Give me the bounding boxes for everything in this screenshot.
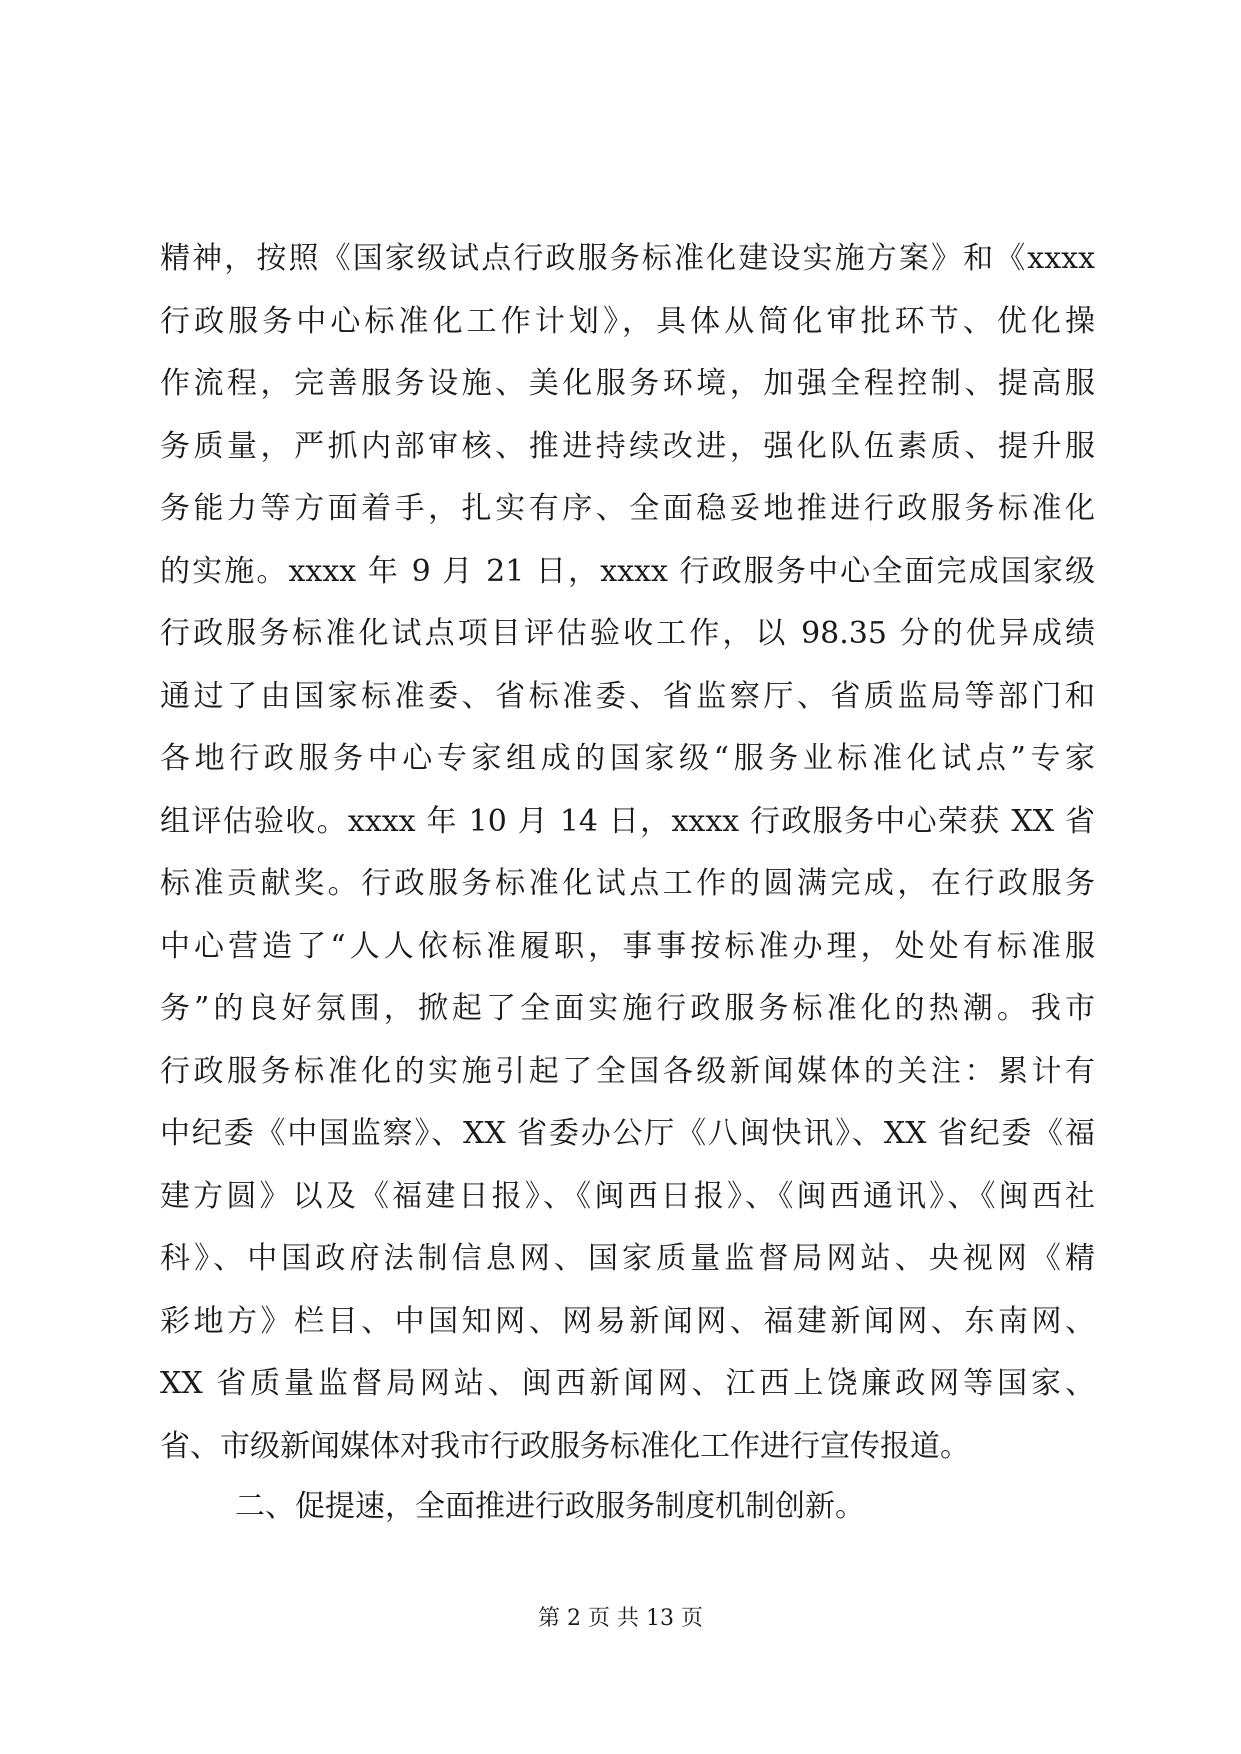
- paragraph-line: 科》、中国政府法制信息网、国家质量监督局网站、央视网《精: [160, 1241, 1095, 1276]
- paragraph-line: 彩地方》栏目、中国知网、网易新闻网、福建新闻网、东南网、: [160, 1303, 1095, 1339]
- paragraph-line: 组评估验收。xxxx 年 10 月 14 日，xxxx 行政服务中心荣获 XX 省: [160, 803, 1095, 839]
- paragraph-line: XX 省质量监督局网站、闽西新闻网、江西上饶廉政网等国家、: [160, 1366, 1095, 1401]
- paragraph-line: 行政服务标准化试点项目评估验收工作，以 98.35 分的优异成绩: [160, 616, 1095, 651]
- paragraph-line: 标准贡献奖。行政服务标准化试点工作的圆满完成，在行政服务: [160, 866, 1095, 901]
- paragraph-line: 务质量，严抓内部审核、推进持续改进，强化队伍素质、提升服: [160, 428, 1095, 464]
- paragraph-line: 行政服务中心标准化工作计划》，具体从简化审批环节、优化操: [160, 303, 1095, 339]
- paragraph-line: 通过了由国家标准委、省标准委、省监察厅、省质监局等部门和: [160, 678, 1095, 714]
- paragraph-line: 省、市级新闻媒体对我市行政服务标准化工作进行宣传报道。: [160, 1428, 970, 1464]
- paragraph-line: 中心营造了“人人依标准履职，事事按标准办理，处处有标准服: [160, 928, 1095, 964]
- paragraph-line: 建方圆》以及《福建日报》、《闽西日报》、《闽西通讯》、《闽西社: [160, 1178, 1095, 1214]
- paragraph-line: 中纪委《中国监察》、XX 省委办公厅《八闽快讯》、XX 省纪委《福: [160, 1116, 1095, 1151]
- paragraph-line: 各地行政服务中心专家组成的国家级“服务业标准化试点”专家: [160, 741, 1095, 776]
- paragraph-line: 务能力等方面着手，扎实有序、全面稳妥地推进行政服务标准化: [160, 491, 1095, 526]
- paragraph-line: 务”的良好氛围，掀起了全面实施行政服务标准化的热潮。我市: [160, 991, 1095, 1026]
- section-heading: 二、促提速，全面推进行政服务制度机制创新。: [235, 1489, 865, 1524]
- paragraph-line: 行政服务标准化的实施引起了全国各级新闻媒体的关注：累计有: [160, 1053, 1095, 1089]
- paragraph-line: 作流程，完善服务设施、美化服务环境，加强全程控制、提高服: [160, 366, 1095, 401]
- paragraph-line: 精神，按照《国家级试点行政服务标准化建设实施方案》和《xxxx: [160, 241, 1095, 276]
- paragraph-line: 的实施。xxxx 年 9 月 21 日，xxxx 行政服务中心全面完成国家级: [160, 553, 1095, 589]
- body-paragraph: [160, 228, 1095, 1478]
- page-number-footer: 第 2 页 共 13 页: [538, 1606, 703, 1631]
